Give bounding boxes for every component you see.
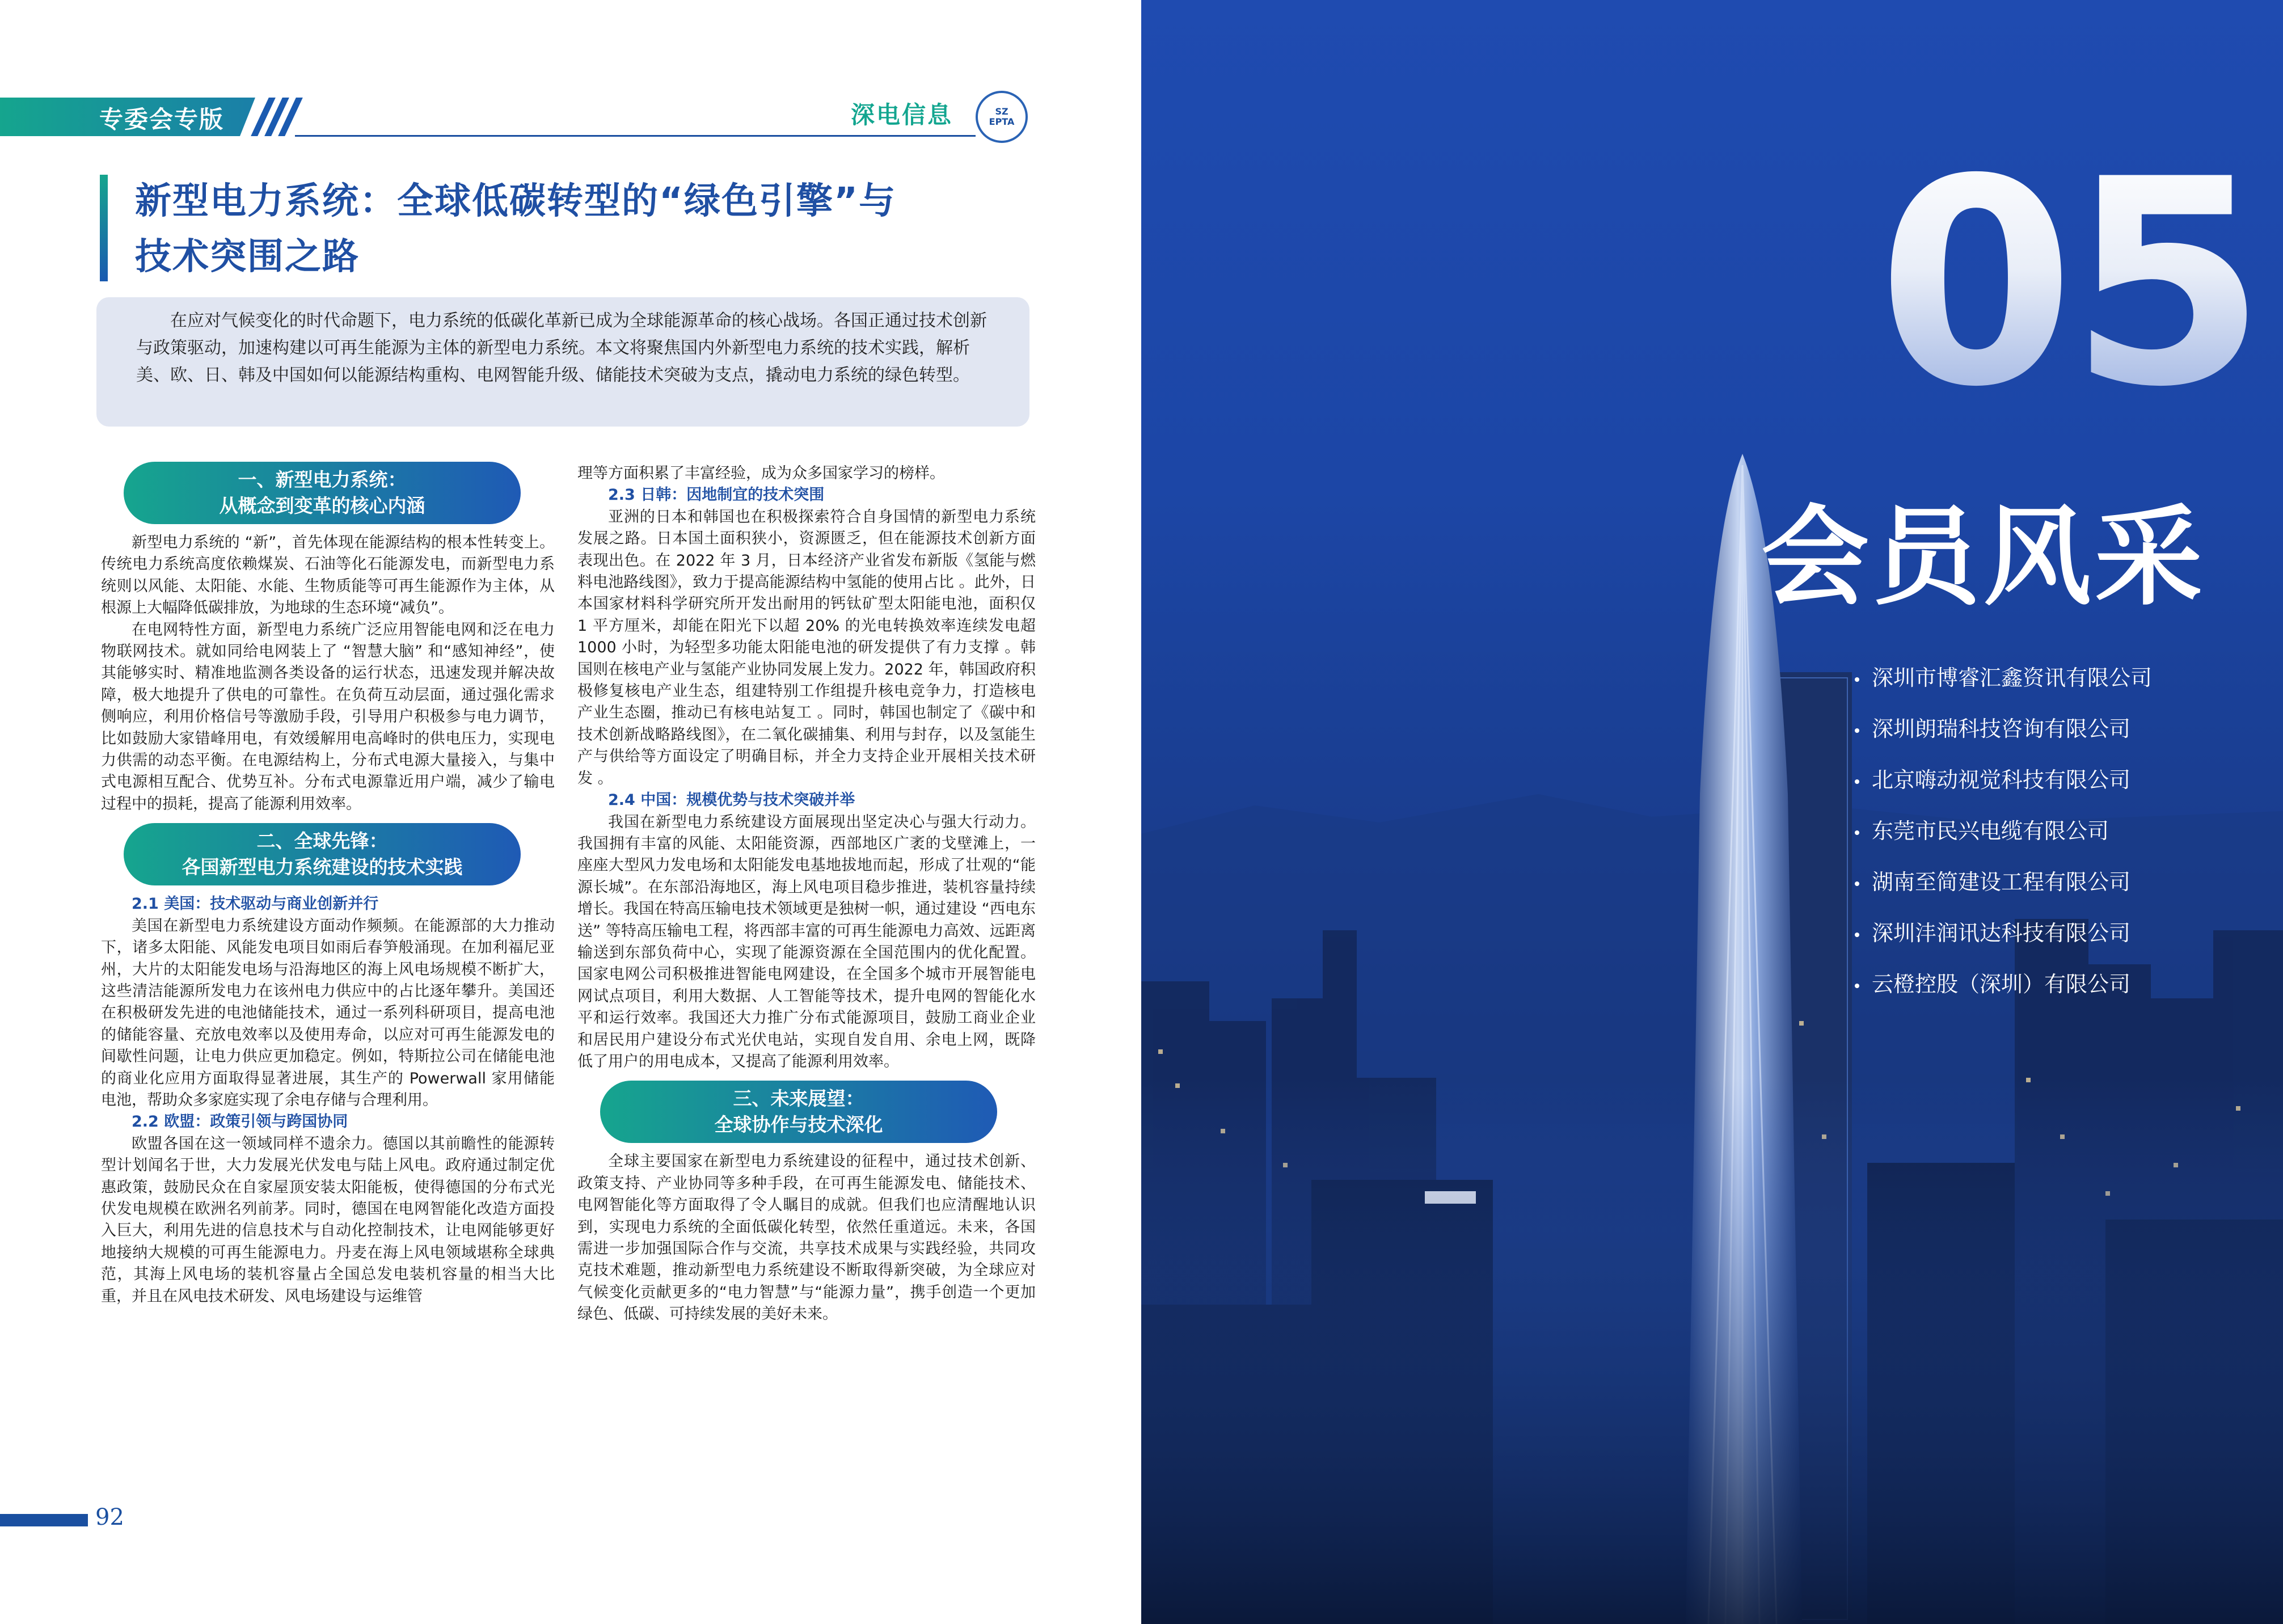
- member-name: 云橙控股（深圳）有限公司: [1872, 972, 2131, 997]
- bullet-icon: [1855, 984, 1859, 988]
- title-line-2: 技术突围之路: [135, 236, 360, 278]
- bullet-icon: [1855, 881, 1859, 886]
- paragraph: 美国在新型电力系统建设方面动作频频。在能源部的大力推动下，诸多太阳能、风能发电项目如雨后春笋般涌现。在加利福尼亚州，大片的太阳能发电场与沿海地区的海上风电场规模不断扩大，这些清洁能源所发电力在该州电力供应中的占比逐年攀升。美国还在积极研发先进的电池储能技术，通过一系列科研项目，提高电池的储能容量、充放电效率以及使用寿命，以应对可再生能源发电的间歇性问题，让电力供应更加稳定。例如，特斯拉公司在储能电池的商业化应用方面取得显著进展，其生产的 Powerwall 家用储能电池，帮助众多家庭实现了余电存储与合理利用。: [101, 917, 555, 1109]
- section-heading-2: [124, 823, 521, 885]
- publication-name: 深电信息: [851, 101, 953, 129]
- header-rule: [295, 135, 976, 137]
- paragraph: 新型电力系统的 “新”，首先体现在能源结构的根本性转变上。传统电力系统高度依赖煤炭、石油等化石能源发电，而新型电力系统则以风能、太阳能、水能、生物质能等可再生能源作为主体，从根源上大幅降低碳排放，为地球的生态环境“减负”。: [101, 534, 555, 617]
- member-item: [1855, 865, 2152, 916]
- section-3-line-2: 全球协作与技术深化: [714, 1113, 883, 1136]
- section-tab-label: 专委会专版: [99, 106, 225, 133]
- section-heading-3: [600, 1081, 997, 1143]
- chapter-title: 会员风采: [1761, 495, 2206, 620]
- bullet-icon: [1855, 933, 1859, 937]
- subheading-2-2: 2.2 欧盟：政策引领与跨国协同: [132, 1113, 348, 1131]
- left-page: [0, 0, 1141, 1624]
- member-item: [1855, 814, 2152, 865]
- title-line-1: 新型电力系统：全球低碳转型的“绿色引擎”与: [135, 180, 897, 222]
- association-logo: [976, 91, 1028, 143]
- article-abstract: 在应对气候变化的时代命题下，电力系统的低碳化革新已成为全球能源革命的核心战场。各国正通过技术创新与政策驱动，加速构建以可再生能源为主体的新型电力系统。本文将聚焦国内外新型电力系统的技术实践，解析美、欧、日、韩及中国如何以能源结构重构、电网智能升级、储能技术突破为支点，撬动电力系统的绿色转型。: [96, 297, 1029, 427]
- paragraph: 亚洲的日本和韩国也在积极探索符合自身国情的新型电力系统发展之路。日本国土面积狭小，资源匮乏，但在能源技术创新方面表现出色。在 2022 年 3 月，日本经济产业省发布新版《氢能与燃料电池路线图》，致力于提高能源结构中氢能的使用占比 。此外，日本国家材料科学研究所开发出耐用的钙钛矿型太阳能电池，面积仅 1 平方厘米，却能在阳光下以超 20% 的光电转换效率连续发电超 1000 小时，为轻型多功能太阳能电池的研发提供了有力支撑 。韩国则在核电产业与氢能产业协同发展上发力。2022 年，韩国政府积极修复核电产业生态，组建特别工作组提升核电竞争力，打造核电产业生态圈，推动已有核电站复工 。同时，韩国也制定了《碳中和技术创新战略路线图》，在二氧化碳捕集、利用与封存，以及氢能生产与供给等方面设定了明确目标，并全力支持企业开展相关技术研发 。: [577, 508, 1036, 787]
- member-item: [1855, 763, 2152, 814]
- section-heading-1: [124, 462, 521, 524]
- column-left: [101, 454, 555, 1307]
- subheading-2-1: 2.1 美国：技术驱动与商业创新并行: [132, 895, 379, 913]
- subheading-2-4: 2.4 中国：规模优势与技术突破并举: [608, 791, 855, 809]
- title-accent-bar: [100, 175, 108, 281]
- section-2-line-1: 二、全球先锋：: [256, 830, 388, 853]
- member-name: 深圳市博睿汇鑫资讯有限公司: [1872, 665, 2153, 690]
- member-name: 深圳朗瑞科技咨询有限公司: [1872, 716, 2131, 741]
- bullet-icon: [1855, 779, 1859, 784]
- member-item: [1855, 712, 2152, 763]
- section-1-line-2: 从概念到变革的核心内涵: [219, 495, 425, 517]
- header-stripes: [254, 98, 305, 136]
- member-name: 湖南至简建设工程有限公司: [1872, 870, 2131, 895]
- paragraph: 全球主要国家在新型电力系统建设的征程中，通过技术创新、政策支持、产业协同等多种手段，在可再生能源发电、储能技术、电网智能化等方面取得了令人瞩目的成就。但我们也应清醒地认识到，实现电力系统的全面低碳化转型，依然任重道远。未来，各国需进一步加强国际合作与交流，共享技术成果与实践经验，共同攻克技术难题，推动新型电力系统建设不断取得新突破，为全球应对气候变化贡献更多的“电力智慧”与“能源力量”，携手创造一个更加绿色、低碳、可持续发展的美好未来。: [577, 1153, 1036, 1323]
- bullet-icon: [1855, 677, 1859, 682]
- logo-text-top: SZ: [995, 106, 1008, 117]
- chapter-number: 05: [1877, 119, 2261, 449]
- member-item: [1855, 967, 2152, 1018]
- subheading-2-3: 2.3 日韩：因地制宜的技术突围: [608, 486, 825, 504]
- paragraph: 在电网特性方面，新型电力系统广泛应用智能电网和泛在电力物联网技术。就如同给电网装上了 “智慧大脑” 和“感知神经”，使其能够实时、精准地监测各类设备的运行状态，迅速发现并解决故障，极大地提升了供电的可靠性。在负荷互动层面，通过强化需求侧响应，利用价格信号等激励手段，引导用户积极参与电力调节，比如鼓励大家错峰用电，有效缓解用电高峰时的供电压力，实现电力供需的动态平衡。在电源结构上，分布式电源大量接入，与集中式电源相互配合、优势互补。分布式电源靠近用户端，减少了输电过程中的损耗，提高了能源利用效率。: [101, 621, 555, 813]
- column-right: [577, 463, 1036, 1326]
- member-name: 深圳沣润讯达科技有限公司: [1872, 921, 2131, 946]
- member-name: 北京嗨动视觉科技有限公司: [1872, 767, 2131, 792]
- section-3-line-1: 三、未来展望：: [733, 1087, 864, 1110]
- bullet-icon: [1855, 830, 1859, 835]
- page-number-bar: [0, 1514, 88, 1526]
- member-item: [1855, 916, 2152, 967]
- member-list: [1855, 661, 2152, 1018]
- paragraph: 欧盟各国在这一领域同样不遗余力。德国以其前瞻性的能源转型计划闻名于世，大力发展光伏发电与陆上风电。政府通过制定优惠政策，鼓励民众在自家屋顶安装太阳能板，使得德国的分布式光伏发电规模在欧洲名列前茅。同时，德国在电网智能化改造方面投入巨大，利用先进的信息技术与自动化控制技术，让电网能够更好地接纳大规模的可再生能源电力。丹麦在海上风电领域堪称全球典范，其海上风电场的装机容量占全国总发电装机容量的相当大比重，并且在风电技术研发、风电场建设与运维管: [101, 1134, 555, 1305]
- paragraph-continuation: 理等方面积累了丰富经验，成为众多国家学习的榜样。: [577, 465, 945, 482]
- page-number: 92: [95, 1504, 124, 1530]
- member-item: [1855, 661, 2152, 712]
- section-1-line-1: 一、新型电力系统：: [238, 469, 407, 491]
- paragraph: 我国在新型电力系统建设方面展现出坚定决心与强大行动力。我国拥有丰富的风能、太阳能资源，西部地区广袤的戈壁滩上，一座座大型风力发电场和太阳能发电基地拔地而起，形成了壮观的“能源长城”。在东部沿海地区，海上风电项目稳步推进，装机容量持续增长。我国在特高压输电技术领域更是独树一帜，通过建设 “西电东送” 等特高压输电工程，将西部丰富的可再生能源电力高效、远距离输送到东部负荷中心，实现了能源资源在全国范围内的优化配置。国家电网公司积极推进智能电网建设，在全国多个城市开展智能电网试点项目，利用大数据、人工智能等技术，提升电网的智能化水平和运行效率。我国还大力推广分布式能源项目，鼓励工商业企业和居民用户建设分布式光伏电站，实现自发自用、余电上网，既降低了用户的用电成本，又提高了能源利用效率。: [577, 813, 1036, 1070]
- section-2-line-2: 各国新型电力系统建设的技术实践: [182, 856, 463, 879]
- bullet-icon: [1855, 728, 1859, 733]
- article-title: [135, 174, 1020, 285]
- logo-text-bottom: EPTA: [989, 116, 1015, 127]
- member-name: 东莞市民兴电缆有限公司: [1872, 819, 2109, 843]
